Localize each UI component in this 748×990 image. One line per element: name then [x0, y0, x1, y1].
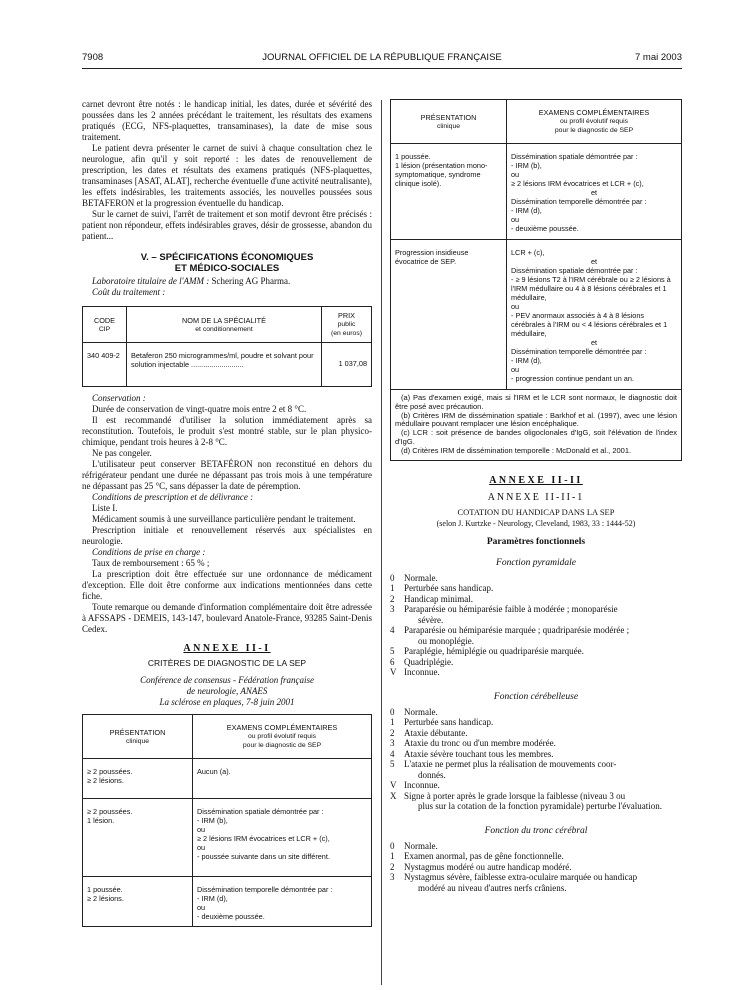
table-header: PRIX public (en euros): [322, 307, 372, 343]
scale-grade: 6: [390, 656, 395, 667]
scale-grade: 0: [390, 840, 395, 851]
scale-grade: 0: [390, 572, 395, 583]
consensus-line: de neurologie, ANAES: [186, 686, 268, 696]
scale-grade: X: [390, 790, 397, 801]
right-column: [390, 99, 682, 893]
table-row: 340 409-2 Betaferon 250 microgrammes/ml, poudre et solvant pour solution injectable .......................... 1 037,08: [83, 343, 372, 387]
table-header: NOM DE LA SPÉCIALITÉ et conditionnement: [127, 307, 322, 343]
consensus-line: La sclérose en plaques, 7-8 juin 2001: [159, 697, 295, 707]
scale-grade: 5: [390, 646, 395, 657]
brainstem-scale: [390, 841, 682, 894]
scale-description: Normale.: [404, 706, 438, 717]
scale-description: Signe à porter après le grade lorsque la faiblesse (niveau 3 ou plus sur la cotation de la fonction pyramidale) perturbe l'évaluation.: [404, 790, 663, 812]
page-number: 7908: [82, 52, 104, 63]
scale-item: [390, 791, 682, 812]
scale-description: Normale.: [404, 840, 438, 851]
scale-grade: 5: [390, 759, 395, 770]
price-table: [82, 306, 372, 387]
paragraph: Durée de conservation de vingt-quatre mois entre 2 et 8 °C.: [92, 404, 307, 414]
paragraph: Médicament soumis à une surveillance particulière pendant le traitement.: [92, 514, 356, 524]
paragraph: Il est recommandé d'utiliser la solution immédiatement après sa reconstitution. Toutefois, le produit s'est montré stable, sur le plan physico-chimique, pendant trois heures à 2-8 °C.: [82, 415, 372, 447]
cotation-title: COTATION DU HANDICAP DANS LA SEP: [457, 506, 615, 517]
scale-grade: 1: [390, 851, 395, 862]
scale-grade: 3: [390, 738, 395, 749]
scale-item: [390, 604, 682, 625]
scale-item: [390, 583, 682, 594]
scale-item: [390, 594, 682, 605]
consensus-line: Conférence de consensus - Fédération française: [140, 675, 314, 685]
scale-item: [390, 707, 682, 718]
scale-description: Quadriplégie.: [404, 656, 454, 667]
left-column: [82, 99, 372, 927]
scale-grade: 2: [390, 593, 395, 604]
scale-description: Handicap minimal.: [404, 593, 473, 604]
scale-grade: 0: [390, 706, 395, 717]
scale-item: [390, 841, 682, 852]
scale-grade: 3: [390, 604, 395, 615]
scale-grade: 2: [390, 861, 395, 872]
paragraph: Le patient devra présenter le carnet de suivi à chaque consultation chez le neurologue, afin qu'il y soit reporté : les dates de renouvellement de prescription, les dates et résultats des examens pratiqués (NFS-plaquettes, transaminases [ASAT, ALAT], recherche éventuelle d'une activité neutralisante), les effets indésirables, les traitements associés, les nouvelles poussées sous BETAFERON et la progression éventuelle du handicap.: [82, 143, 372, 208]
scale-grade: 2: [390, 727, 395, 738]
cerebellar-heading: Fonction cérébelleuse: [493, 691, 579, 702]
scale-description: Examen anormal, pas de gêne fonctionnelle.: [404, 851, 564, 862]
scale-item: [390, 862, 682, 873]
scale-description: Inconnue.: [404, 780, 440, 791]
paragraph: Prescription initiale et renouvellement réservés aux spécialistes en neurologie.: [82, 525, 372, 546]
table-notes: [390, 390, 682, 461]
table-row: ≥ 2 poussées. 1 lésion. Dissémination spatiale démontrée par : - IRM (b), ou ≥ 2 lésions IRM évocatrices et LCR + (c), ou - poussée suivante dans un site différent.: [83, 799, 372, 877]
scale-item: [390, 851, 682, 862]
scale-description: Paraparésie ou hémiparésie marquée ; quadriparésie modérée ; ou monoplégie.: [404, 625, 630, 646]
column-separator: [381, 100, 382, 985]
page-header: [82, 52, 682, 66]
subheading: Conditions de prescription et de délivrance :: [92, 492, 254, 502]
scale-item: [390, 573, 682, 584]
scale-description: Normale.: [404, 572, 438, 583]
scale-item: [390, 667, 682, 678]
table-header: PRÉSENTATION clinique: [391, 100, 507, 144]
scale-description: Perturbée sans handicap.: [404, 717, 494, 728]
scale-grade: V: [390, 780, 397, 791]
cerebellar-scale: [390, 707, 682, 812]
scale-description: Ataxie sévère touchant tous les membres.: [404, 748, 554, 759]
issue-date: 7 mai 2003: [634, 52, 682, 63]
table-row: 1 poussée. ≥ 2 lésions. Dissémination temporelle démontrée par : - IRM (d), ou - deuxième poussée.: [83, 877, 372, 927]
scale-item: [390, 780, 682, 791]
scale-grade: V: [390, 667, 397, 678]
header-rule: [82, 68, 682, 69]
annex-title: ANNEXE II-I: [183, 643, 271, 654]
lab-line: Laboratoire titulaire de l'AMM : Schering AG Pharma.: [92, 276, 291, 286]
scale-description: Inconnue.: [404, 667, 440, 678]
table-header: CODE CIP: [83, 307, 127, 343]
scale-item: [390, 728, 682, 739]
paragraph: Ne pas congeler.: [92, 448, 152, 458]
scale-description: Nystagmus modéré ou autre handicap modéré.: [404, 861, 572, 872]
paragraph: Liste I.: [92, 503, 118, 513]
scale-grade: 4: [390, 625, 395, 636]
cotation-source: (selon J. Kurtzke - Neurology, Cleveland, 1983, 33 : 1444-52): [436, 518, 636, 528]
scale-description: Perturbée sans handicap.: [404, 583, 494, 594]
scale-item: [390, 872, 682, 893]
paragraph: L'utilisateur peut conserver BETAFÉRON non reconstitué en dehors du réfrigérateur pendant une durée ne dépassant pas trois mois à une température ne dépassant pas 25 °C, sans dépasser la date de péremption.: [82, 459, 372, 491]
note: (a) Pas d'examen exigé, mais si l'IRM et le LCR sont normaux, le diagnostic doit être posé avec précaution.: [395, 393, 677, 411]
note: (c) LCR : soit présence de bandes oligoclonales d'IgG, soit l'élévation de l'index d'IgG.: [395, 428, 677, 446]
scale-item: [390, 657, 682, 668]
scale-description: Paraparésie ou hémiparésie faible à modérée ; monoparésie sévère.: [404, 604, 618, 625]
scale-description: Ataxie du tronc ou d'un membre modérée.: [404, 738, 556, 749]
subheading: Conservation :: [92, 393, 146, 403]
scale-item: [390, 749, 682, 760]
scale-item: [390, 717, 682, 728]
paragraph: La prescription doit être effectuée sur une ordonnance de médicament d'exception. Elle doit être conforme aux indications mentionnées dans cette fiche.: [82, 569, 372, 601]
cost-label: Coût du traitement :: [92, 287, 166, 297]
scale-grade: 3: [390, 872, 395, 883]
scale-grade: 4: [390, 748, 395, 759]
note: (b) Critères IRM de dissémination spatiale : Barkhof et al. (1997), avec une lésion médullaire pouvant remplacer une lésion encéphalique.: [395, 410, 677, 429]
scale-description: Nystagmus sévère, faiblesse extra-oculaire marquée ou handicap modéré au niveau d'autres nerfs crâniens.: [404, 872, 638, 893]
table-header: PRÉSENTATION clinique: [83, 715, 193, 759]
paragraph: Sur le carnet de suivi, l'arrêt de traitement et son motif devront être précisés : patient non répondeur, effets indésirables graves, désir de grossesse, abandon du patient...: [82, 209, 372, 241]
scale-grade: 1: [390, 717, 395, 728]
note: (d) Critères IRM de dissémination temporelle : McDonald et al., 2001.: [401, 445, 632, 455]
table-row: Progression insidieuse évocatrice de SEP. LCR + (c), et Dissémination spatiale démontrée par : - ≥ 9 lésions T2 à l'IRM cérébrale ou ≥ 2 lésions à l'IRM médullaire ou 4 à 8 lésions cérébrales et 1 médullaire, ou - PEV anormaux associés à 4 à 8 lésions cérébrales à l'IRM ou < 4 lésions cérébrales et 1 médullaire, et Dissémination temporelle démontrée par : - IRM (d), ou - progression continue pendant un an.: [391, 240, 682, 390]
journal-title: JOURNAL OFFICIEL DE LA RÉPUBLIQUE FRANÇAISE: [262, 52, 502, 63]
annex-title: ANNEXE II-II: [489, 474, 583, 486]
paragraph: Taux de remboursement : 65 % ;: [92, 558, 210, 568]
brainstem-heading: Fonction du tronc cérébral: [484, 825, 588, 836]
criteria-table-continued: [390, 99, 682, 390]
paragraph: Toute remarque ou demande d'information complémentaire doit être adressée à AFSSAPS - DEMEIS, 143-147, boulevard Anatole-France, 93285 Saint-Denis Cedex.: [82, 602, 372, 634]
pyramidal-heading: Fonction pyramidale: [496, 557, 576, 568]
scale-item: [390, 738, 682, 749]
table-header: EXAMENS COMPLÉMENTAIRES ou profil évolutif requis pour le diagnostic de SEP: [507, 100, 682, 144]
scale-item: [390, 759, 682, 780]
subheading: Conditions de prise en charge :: [92, 547, 206, 557]
criteria-table: [82, 714, 372, 927]
scale-description: Ataxie débutante.: [404, 727, 468, 738]
table-row: ≥ 2 poussées. ≥ 2 lésions. Aucun (a).: [83, 759, 372, 799]
scale-description: Paraplégie, hémiplégie ou quadriparésie marquée.: [404, 646, 584, 657]
scale-item: [390, 646, 682, 657]
annex-subtitle: ANNEXE II-II-1: [487, 491, 585, 503]
section-heading: V. – SPÉCIFICATIONS ÉCONOMIQUES ET MÉDICO-SOCIALES: [140, 252, 314, 274]
scale-description: L'ataxie ne permet plus la réalisation de mouvements coor- donnés.: [404, 759, 617, 780]
table-row: 1 poussée. 1 lésion (présentation mono-symptomatique, syndrome clinique isolé). Dissémination spatiale démontrée par : - IRM (b), ou ≥ 2 lésions IRM évocatrices et LCR + (c), et Dissémination temporelle démontrée par : - IRM (d), ou - deuxième poussée.: [391, 144, 682, 240]
params-heading: Paramètres fonctionnels: [486, 536, 586, 547]
pyramidal-scale: [390, 573, 682, 678]
paragraph: carnet devront être notés : le handicap initial, les dates, durée et sévérité des poussées dans les 2 années précédant le traitement, les résultats des examens pratiqués (ECG, NFS-plaquettes, transaminases), la date de mise sous traitement.: [82, 99, 372, 142]
scale-grade: 1: [390, 583, 395, 594]
scale-item: [390, 625, 682, 646]
table-header: EXAMENS COMPLÉMENTAIRES ou profil évolutif requis pour le diagnostic de SEP: [193, 715, 372, 759]
annex-subtitle: CRITÈRES DE DIAGNOSTIC DE LA SEP: [147, 658, 307, 668]
